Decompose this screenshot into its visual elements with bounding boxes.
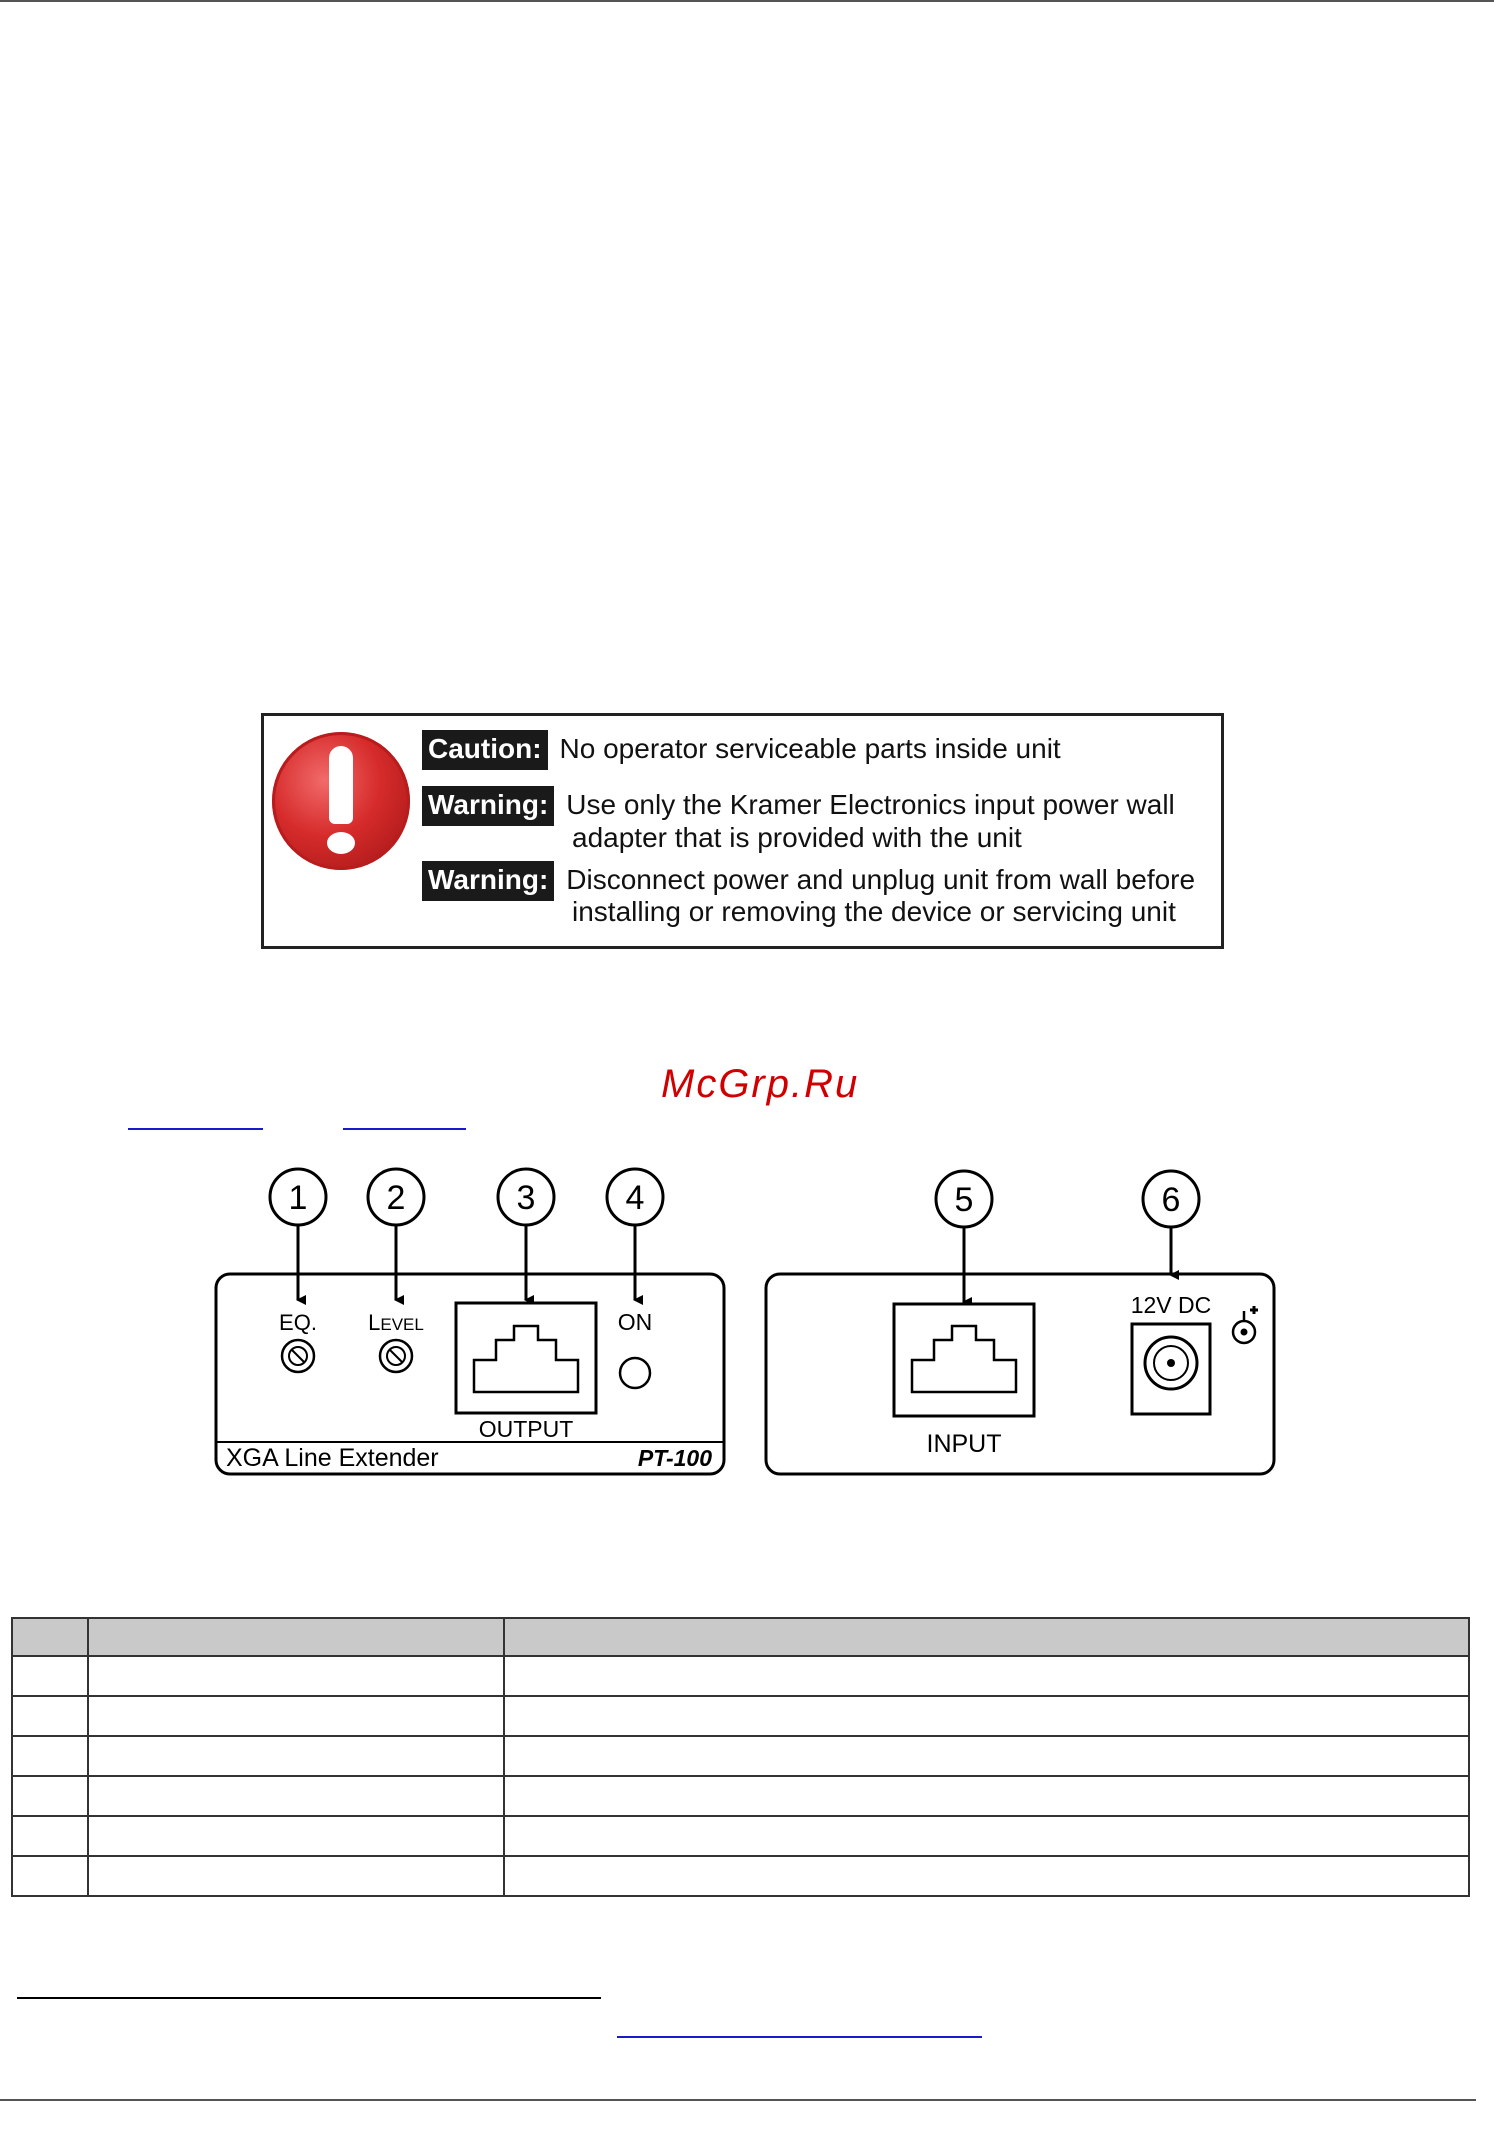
bottom-rule — [0, 2099, 1476, 2101]
top-rule — [0, 0, 1494, 2]
callout-6 — [1143, 1171, 1199, 1275]
warning-text-1b: adapter that is provided with the unit — [572, 822, 1022, 853]
callout-2-number: 2 — [386, 1179, 406, 1217]
level-label: LEVEL — [368, 1310, 424, 1335]
output-label: OUTPUT — [478, 1416, 574, 1442]
on-label: ON — [617, 1309, 653, 1335]
power-label: 12V DC — [1130, 1292, 1212, 1318]
callout-1-number: 1 — [288, 1179, 308, 1217]
callout-5-number: 5 — [954, 1181, 974, 1219]
warning-row-1 — [422, 786, 1175, 826]
warning-tag: Warning: — [422, 861, 554, 901]
header-cell — [12, 1618, 88, 1656]
warning-tag: Warning: — [422, 786, 554, 826]
link-underline[interactable] — [128, 1128, 263, 1130]
output-port — [456, 1303, 596, 1413]
table-row — [12, 1856, 1469, 1896]
feature-table — [11, 1617, 1470, 1897]
model-name: PT-100 — [637, 1445, 712, 1471]
level-knob — [380, 1340, 412, 1372]
caution-row — [422, 730, 1061, 770]
caution-tag: Caution: — [422, 730, 548, 770]
header-cell — [88, 1618, 504, 1656]
table-row — [12, 1816, 1469, 1856]
input-label: INPUT — [926, 1430, 1002, 1458]
callout-3-number: 3 — [516, 1179, 536, 1217]
footnote-link-underline[interactable] — [617, 2036, 982, 2038]
dc-jack — [1132, 1324, 1210, 1414]
warning-text-1: Use only the Kramer Electronics input power wall — [566, 789, 1175, 820]
caution-label — [261, 713, 1224, 949]
device-diagram — [0, 1160, 1494, 1490]
header-cell — [504, 1618, 1469, 1656]
warning-row-2 — [422, 861, 1195, 901]
input-port — [894, 1304, 1034, 1416]
callout-6-number: 6 — [1161, 1181, 1181, 1219]
table-header-row — [12, 1618, 1469, 1656]
product-name: XGA Line Extender — [226, 1444, 439, 1472]
caution-text: No operator serviceable parts inside unit — [559, 733, 1061, 764]
footnote-rule — [17, 1997, 601, 1999]
callout-4-number: 4 — [625, 1179, 645, 1217]
warning-text-2: Disconnect power and unplug unit from wall before — [566, 864, 1196, 895]
table-row — [12, 1696, 1469, 1736]
eq-label: EQ. — [279, 1310, 317, 1335]
warning-text-2b: installing or removing the device or servicing unit — [572, 896, 1176, 927]
on-led-icon — [620, 1358, 650, 1388]
exclamation-icon — [272, 732, 410, 870]
table-row — [12, 1736, 1469, 1776]
table-row — [12, 1656, 1469, 1696]
table-row — [12, 1776, 1469, 1816]
watermark: McGrp.Ru — [661, 1062, 860, 1106]
eq-knob — [282, 1340, 314, 1372]
link-underline[interactable] — [343, 1128, 466, 1130]
